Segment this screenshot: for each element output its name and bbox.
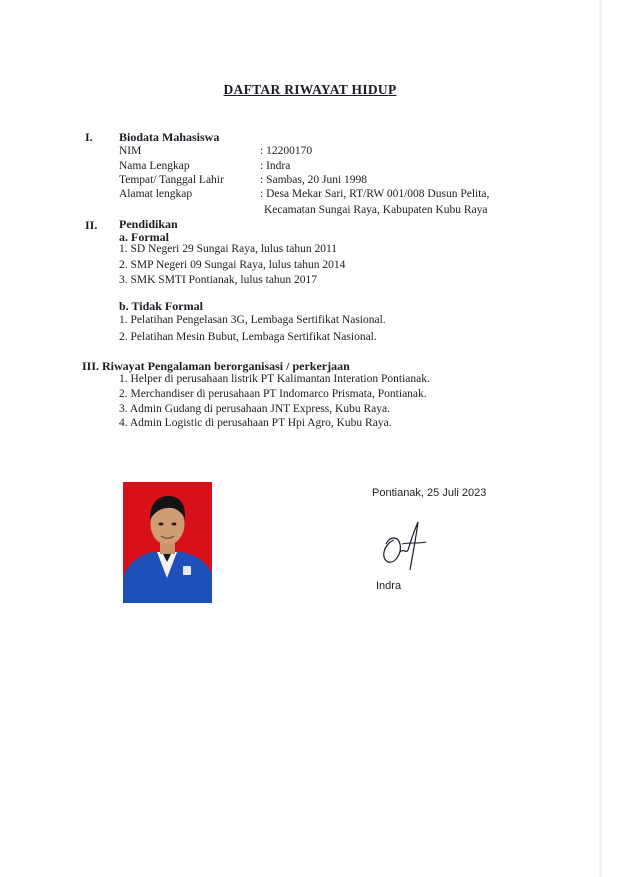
profile-photo-image bbox=[123, 482, 212, 603]
section-1-heading: Biodata Mahasiswa bbox=[119, 130, 220, 144]
experience-item: 2. Merchandiser di perusahaan PT Indomarco Prismata, Pontianak. bbox=[119, 388, 427, 400]
profile-photo bbox=[123, 482, 212, 603]
nonformal-item: 1. Pelatihan Pengelasan 3G, Lembaga Sertifikat Nasional. bbox=[119, 314, 386, 326]
section-3-heading: III. Riwayat Pengalaman berorganisasi / perkerjaan bbox=[82, 359, 350, 373]
name-label: Nama Lengkap bbox=[119, 160, 190, 172]
signer-name: Indra bbox=[376, 580, 402, 592]
birth-value: : Sambas, 20 Juni 1998 bbox=[260, 174, 368, 186]
place-date: Pontianak, 25 Juli 2023 bbox=[372, 487, 487, 499]
experience-item: 4. Admin Logistic di perusahaan PT Hpi Agro, Kubu Raya. bbox=[119, 417, 392, 429]
nim-value: : 12200170 bbox=[260, 145, 313, 157]
address-value: : Desa Mekar Sari, RT/RW 001/008 Dusun Pelita, bbox=[260, 188, 490, 200]
section-2-heading: Pendidikan bbox=[119, 217, 178, 231]
nim-label: NIM bbox=[119, 145, 142, 157]
signature bbox=[372, 514, 432, 574]
formal-item: 1. SD Negeri 29 Sungai Raya, lulus tahun 2011 bbox=[119, 243, 338, 255]
experience-item: 1. Helper di perusahaan listrik PT Kalimantan Interation Pontianak. bbox=[119, 373, 430, 385]
address-continuation: Kecamatan Sungai Raya, Kabupaten Kubu Raya bbox=[264, 204, 488, 216]
document-title: DAFTAR RIWAYAT HIDUP bbox=[223, 82, 397, 97]
nonformal-heading: b. Tidak Formal bbox=[119, 299, 203, 313]
address-label: Alamat lengkap bbox=[119, 188, 193, 200]
section-2-number: II. bbox=[85, 218, 98, 232]
formal-item: 2. SMP Negeri 09 Sungai Raya, lulus tahun 2014 bbox=[119, 259, 346, 271]
scan-edge bbox=[599, 0, 602, 877]
experience-item: 3. Admin Gudang di perusahaan JNT Express, Kubu Raya. bbox=[119, 403, 390, 415]
nonformal-item: 2. Pelatihan Mesin Bubut, Lembaga Sertifikat Nasional. bbox=[119, 331, 377, 343]
birth-label: Tempat/ Tanggal Lahir bbox=[119, 174, 224, 186]
section-1-number: I. bbox=[85, 130, 93, 144]
name-value: : Indra bbox=[260, 160, 291, 172]
formal-heading: a. Formal bbox=[119, 230, 169, 244]
formal-item: 3. SMK SMTI Pontianak, lulus tahun 2017 bbox=[119, 274, 318, 286]
